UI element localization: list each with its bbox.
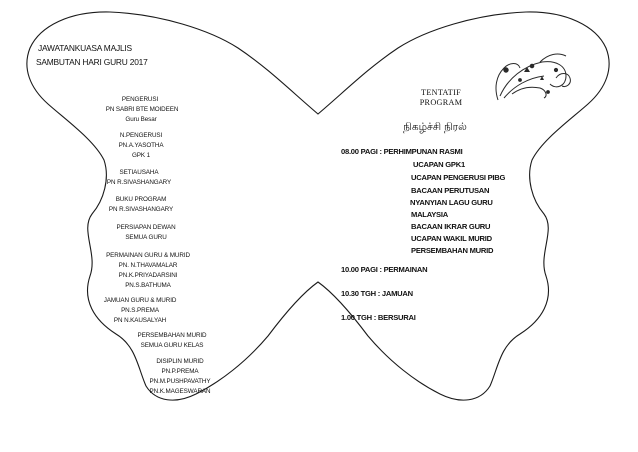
- committee-member: PN.S.BATHUMA: [125, 282, 171, 289]
- committee-member: Guru Besar: [125, 116, 157, 123]
- program-item: UCAPAN WAKIL MURID: [411, 234, 492, 243]
- program-item: PERSEMBAHAN MURID: [411, 246, 494, 255]
- committee-member: PN N.KAUSALYAH: [113, 317, 167, 324]
- committee-title-line1: JAWATANKUASA MAJLIS: [38, 43, 132, 53]
- committee-member: SEMUA GURU KELAS: [140, 342, 204, 349]
- program-label-line1: TENTATIF: [421, 88, 461, 97]
- committee-role: SETIAUSAHA: [119, 169, 159, 176]
- program-item: BACAAN PERUTUSAN: [411, 186, 490, 195]
- program-item: 10.30 TGH : JAMUAN: [341, 289, 413, 298]
- committee-member: PN.A.YASOTHA: [118, 142, 164, 149]
- committee-member: PN. N.THAVAMALAR: [118, 262, 178, 269]
- committee-member: PN.K.PRIYADARSINI: [118, 272, 178, 279]
- program-item: 1.00 TGH : BERSURAI: [341, 313, 416, 322]
- committee-title-line2: SAMBUTAN HARI GURU 2017: [36, 57, 148, 67]
- committee-member: PN R.SIVASHANGARY: [108, 206, 174, 213]
- committee-role: PERSIAPAN DEWAN: [116, 224, 176, 231]
- committee-role: PENGERUSI: [121, 96, 159, 103]
- program-item: BACAAN IKRAR GURU: [411, 222, 491, 231]
- program-label-line2: PROGRAM: [419, 98, 463, 107]
- committee-role: PERMAINAN GURU & MURID: [106, 252, 190, 259]
- committee-member: PN.P.PREMA: [161, 368, 199, 375]
- committee-role: PERSEMBAHAN MURID: [137, 332, 207, 339]
- committee-member: SEMUA GURU: [125, 234, 167, 241]
- committee-role: N.PENGERUSI: [119, 132, 163, 139]
- committee-member: PN.K.MAGESWARAN: [149, 388, 211, 395]
- program-item: 08.00 PAGI : PERHIMPUNAN RASMI: [341, 147, 463, 156]
- committee-role: BUKU PROGRAM: [115, 196, 167, 203]
- committee-role: JAMUAN GURU & MURID: [103, 297, 177, 304]
- committee-member: PN.M.PUSHPAVATHY: [149, 378, 211, 385]
- program-item: MALAYSIA: [411, 210, 448, 219]
- program-item: 10.00 PAGI : PERMAINAN: [341, 265, 428, 274]
- committee-role: DISIPLIN MURID: [156, 358, 204, 365]
- program-item: NYANYIAN LAGU GURU: [410, 198, 493, 207]
- program-tamil-title: நிகழ்ச்சி நிரல்: [403, 121, 467, 133]
- program-item: UCAPAN GPK1: [413, 160, 465, 169]
- program-item: UCAPAN PENGERUSI PIBG: [411, 173, 506, 182]
- committee-member: GPK 1: [131, 152, 151, 159]
- committee-member: PN R.SIVASHANGARY: [106, 179, 172, 186]
- committee-member: PN.S.PREMA: [121, 307, 159, 314]
- committee-member: PN SABRI BTE MOIDEEN: [105, 106, 179, 113]
- swirl-ornament-icon: [496, 54, 570, 100]
